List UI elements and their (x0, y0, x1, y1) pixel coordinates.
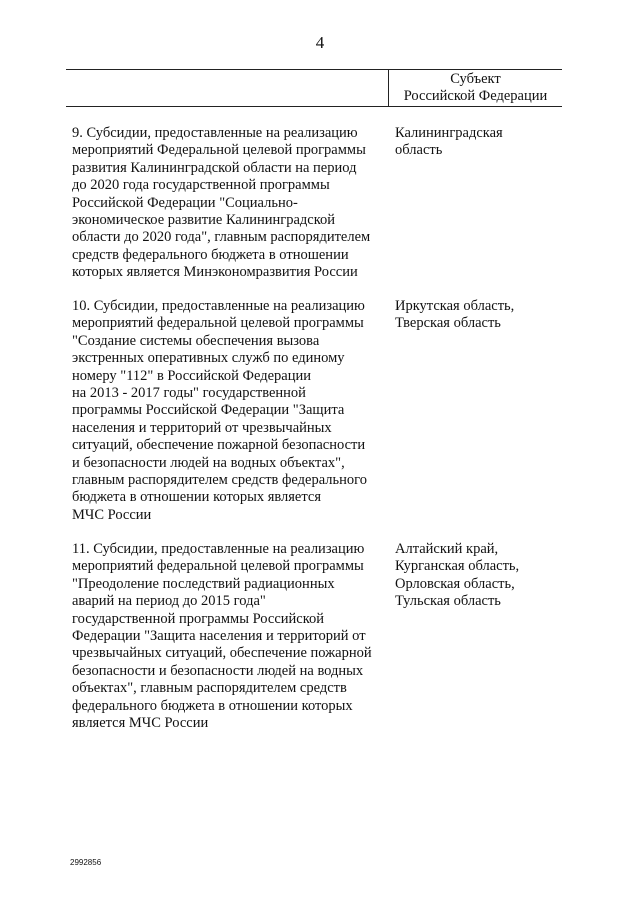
subsidy-description-line: программы Российской Федерации "Защита (72, 402, 345, 419)
subsidy-description-line: на 2013 - 2017 годы" государственной (72, 385, 306, 402)
region-name: Тверская область (395, 315, 501, 332)
page-number: 4 (315, 33, 325, 52)
region-name: Калининградская (395, 125, 503, 141)
region-name: Тульская область (395, 593, 501, 610)
subsidy-description-line: ситуаций, обеспечение пожарной безопасности (72, 437, 366, 454)
subsidy-description-line: "Создание системы обеспечения вызова (72, 332, 320, 349)
subsidy-description-line: экономическое развитие Калининградской (72, 212, 336, 229)
subsidy-description-line: 10. Субсидии, предоставленные на реализацию (72, 298, 365, 314)
subsidy-description-line: населения и территорий от чрезвычайных (72, 419, 332, 436)
subsidy-description-line: мероприятий федеральной целевой программы (72, 558, 364, 575)
subsidy-description-line: области до 2020 года", главным распорядителем (72, 229, 371, 246)
subsidy-description-line: Российской Федерации "Социально- (72, 194, 298, 211)
table-header-rule (66, 106, 562, 107)
region-list (395, 541, 565, 611)
region-name: область (395, 142, 443, 159)
subsidy-description-line: главным распорядителем средств федерального (72, 472, 367, 489)
subsidy-description (72, 125, 388, 282)
subsidy-description-line: чрезвычайных ситуаций, обеспечение пожарной (72, 645, 372, 662)
subsidy-description (72, 541, 388, 732)
subsidy-description-line: мероприятий федеральной целевой программы (72, 315, 364, 332)
column-header-subject-line: Российской Федерации (403, 88, 548, 104)
subsidy-description-line: является МЧС России (72, 715, 209, 732)
subsidy-description-line: развития Калининградской области на период (72, 159, 357, 176)
subsidy-description-line: Федерации "Защита населения и территорий от (72, 628, 366, 645)
subsidy-description-line: объектах", главным распорядителем средств (72, 680, 347, 697)
subsidy-description-line: мероприятий Федеральной целевой программы (72, 142, 366, 159)
subsidy-description-line: 9. Субсидии, предоставленные на реализацию (72, 125, 358, 141)
subsidy-description-line: и безопасности людей на водных объектах", (72, 454, 345, 471)
column-header-subject-line: Субъект (450, 71, 501, 87)
table-top-rule (66, 69, 562, 70)
subsidy-description-line: "Преодоление последствий радиационных (72, 575, 335, 592)
region-name: Алтайский край, (395, 541, 499, 557)
document-code: 2992856 (70, 858, 102, 867)
region-name: Орловская область, (395, 575, 515, 592)
subsidy-description-line: 11. Субсидии, предоставленные на реализацию (72, 541, 365, 557)
column-header-subject (389, 71, 562, 105)
subsidy-description-line: средств федерального бюджета в отношении (72, 246, 349, 263)
subsidy-description-line: федерального бюджета в отношении которых (72, 697, 353, 714)
subsidy-description-line: номеру "112" в Российской Федерации (72, 367, 311, 384)
region-list (395, 298, 565, 333)
region-list (395, 125, 565, 160)
subsidy-description-line: до 2020 года государственной программы (72, 177, 330, 194)
subsidy-description-line: аварий на период до 2015 года" (72, 593, 266, 610)
subsidy-description (72, 298, 388, 524)
region-name: Курганская область, (395, 558, 520, 575)
subsidy-description-line: государственной программы Российской (72, 610, 325, 627)
subsidy-description-line: экстренных оперативных служб по единому (72, 350, 345, 367)
subsidy-description-line: безопасности и безопасности людей на водных (72, 662, 364, 679)
subsidy-description-line: которых является Минэкономразвития России (72, 264, 358, 281)
subsidy-description-line: бюджета в отношении которых является (72, 489, 321, 506)
region-name: Иркутская область, (395, 298, 515, 314)
subsidy-description-line: МЧС России (72, 506, 152, 523)
